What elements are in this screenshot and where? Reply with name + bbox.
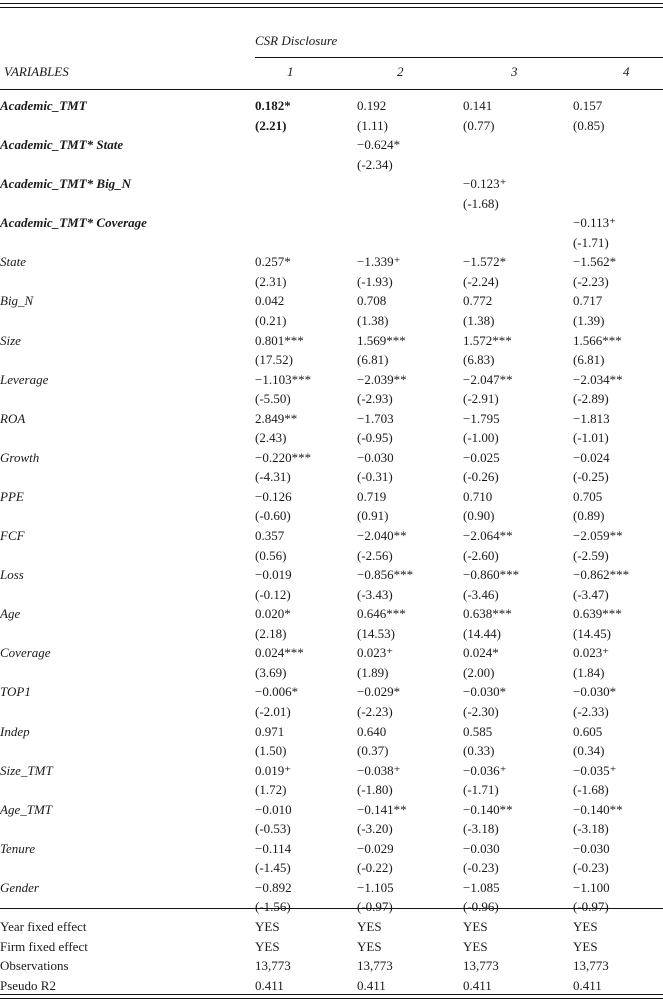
coefficient-cell: −0.856*** bbox=[357, 567, 414, 583]
tstat-spacer bbox=[0, 663, 255, 683]
coefficient-cell: −0.030* bbox=[573, 684, 617, 700]
table-row bbox=[0, 213, 663, 233]
coefficient-cell: 0.023⁺ bbox=[357, 645, 394, 661]
variable-name: Coverage bbox=[0, 645, 51, 661]
tstat-cell: (6.83) bbox=[463, 352, 495, 368]
table-row-tstat bbox=[0, 506, 663, 526]
table-row-tstat bbox=[0, 546, 663, 566]
column-header-1: 1 bbox=[287, 64, 294, 79]
coefficients-table bbox=[0, 96, 663, 995]
tstat-cell: (-2.59) bbox=[573, 547, 609, 563]
coefficient-cell: −0.126 bbox=[255, 488, 292, 504]
tstat-cell: (-2.56) bbox=[357, 547, 393, 563]
coefficient-cell: −0.036⁺ bbox=[463, 762, 507, 778]
coefficient-cell: −1.339⁺ bbox=[357, 254, 401, 270]
variable-name: Size_TMT bbox=[0, 762, 53, 778]
coefficient-cell: 0.705 bbox=[573, 488, 603, 504]
coefficient-cell: −0.030 bbox=[573, 840, 610, 856]
column-header-2: 2 bbox=[397, 64, 404, 79]
coefficient-cell: 0.023⁺ bbox=[573, 645, 610, 661]
tstat-cell: (-2.30) bbox=[463, 703, 499, 719]
table-row-tstat bbox=[0, 428, 663, 448]
bottom-rule-1 bbox=[0, 994, 663, 995]
table-row bbox=[0, 252, 663, 272]
tstat-cell bbox=[463, 233, 573, 253]
tstat-cell: (1.84) bbox=[573, 664, 605, 680]
tstat-spacer bbox=[0, 467, 255, 487]
column-header-row bbox=[0, 64, 663, 84]
table-row bbox=[0, 291, 663, 311]
footer-row bbox=[0, 956, 663, 976]
coefficient-cell: −0.030 bbox=[357, 449, 394, 465]
tstat-cell: (-2.24) bbox=[463, 273, 499, 289]
tstat-cell: (14.44) bbox=[463, 625, 501, 641]
table-row bbox=[0, 682, 663, 702]
tstat-cell: (-4.31) bbox=[255, 469, 291, 485]
tstat-cell: (2.18) bbox=[255, 625, 287, 641]
tstat-spacer bbox=[0, 780, 255, 800]
variables-label: VARIABLES bbox=[4, 64, 69, 79]
footer-value: 0.411 bbox=[573, 977, 602, 993]
footer-value: 0.411 bbox=[463, 977, 492, 993]
footer-value: YES bbox=[463, 938, 488, 954]
tstat-cell bbox=[573, 155, 663, 175]
tstat-cell: (-1.71) bbox=[573, 234, 609, 250]
column-header-4: 4 bbox=[623, 64, 630, 79]
tstat-cell: (-0.23) bbox=[573, 860, 609, 876]
tstat-cell: (-3.18) bbox=[573, 821, 609, 837]
tstat-spacer bbox=[0, 428, 255, 448]
coefficient-cell: 0.257* bbox=[255, 254, 291, 270]
tstat-cell: (6.81) bbox=[357, 352, 389, 368]
footer-value: YES bbox=[573, 938, 598, 954]
tstat-cell: (1.38) bbox=[357, 313, 389, 329]
tstat-cell: (3.69) bbox=[255, 664, 287, 680]
tstat-spacer bbox=[0, 350, 255, 370]
coefficient-cell: 0.640 bbox=[357, 723, 387, 739]
table-row bbox=[0, 565, 663, 585]
table-row bbox=[0, 722, 663, 742]
footer-value: 0.411 bbox=[255, 977, 284, 993]
tstat-cell: (-3.20) bbox=[357, 821, 393, 837]
coefficient-cell: −0.006* bbox=[255, 684, 299, 700]
tstat-cell: (0.85) bbox=[573, 117, 605, 133]
coefficient-cell: −0.220*** bbox=[255, 449, 312, 465]
tstat-cell: (0.21) bbox=[255, 313, 287, 329]
tstat-cell: (0.37) bbox=[357, 743, 389, 759]
tstat-cell: (-0.23) bbox=[463, 860, 499, 876]
footer-row bbox=[0, 917, 663, 937]
coefficient-cell: 0.638*** bbox=[463, 606, 512, 622]
coefficient-cell: 0.605 bbox=[573, 723, 603, 739]
tstat-cell: (-0.96) bbox=[463, 899, 499, 915]
tstat-cell: (-5.50) bbox=[255, 391, 291, 407]
footer-label: Year fixed effect bbox=[0, 918, 87, 934]
tstat-cell: (2.21) bbox=[255, 117, 287, 133]
table-row-tstat bbox=[0, 585, 663, 605]
tstat-spacer bbox=[0, 585, 255, 605]
table-row-tstat bbox=[0, 780, 663, 800]
coefficient-cell: 0.182* bbox=[255, 98, 291, 113]
coefficient-cell: 0.042 bbox=[255, 293, 285, 309]
footer-value: YES bbox=[357, 938, 382, 954]
tstat-cell: (-2.33) bbox=[573, 703, 609, 719]
coefficient-cell: −0.123⁺ bbox=[463, 176, 507, 192]
coefficient-cell bbox=[255, 213, 357, 233]
tstat-cell: (-0.12) bbox=[255, 586, 291, 602]
coefficient-cell: −0.038⁺ bbox=[357, 762, 401, 778]
coefficient-cell: −0.030* bbox=[463, 684, 507, 700]
variable-name: Academic_TMT* State bbox=[0, 137, 124, 153]
table-row bbox=[0, 174, 663, 194]
tstat-spacer bbox=[0, 116, 255, 136]
group-header-row bbox=[0, 33, 663, 53]
tstat-cell: (2.00) bbox=[463, 664, 495, 680]
tstat-spacer bbox=[0, 155, 255, 175]
coefficient-cell: −1.103*** bbox=[255, 371, 312, 387]
coefficient-cell: 0.719 bbox=[357, 488, 387, 504]
footer-rule bbox=[0, 908, 663, 909]
tstat-cell: (-1.01) bbox=[573, 430, 609, 446]
coefficient-cell: −1.795 bbox=[463, 410, 500, 426]
tstat-cell: (1.38) bbox=[463, 313, 495, 329]
tstat-cell: (-3.43) bbox=[357, 586, 393, 602]
tstat-cell: (1.39) bbox=[573, 313, 605, 329]
table-row bbox=[0, 526, 663, 546]
coefficient-cell: −2.034** bbox=[573, 371, 623, 387]
coefficient-cell: −0.140** bbox=[463, 801, 513, 817]
table-row-tstat bbox=[0, 663, 663, 683]
coefficient-cell: 0.772 bbox=[463, 293, 493, 309]
coefficient-cell: 0.357 bbox=[255, 528, 285, 544]
table-row bbox=[0, 370, 663, 390]
coefficient-cell bbox=[463, 213, 573, 233]
coefficients-body bbox=[0, 96, 663, 995]
table-row bbox=[0, 96, 663, 116]
tstat-cell: (-2.93) bbox=[357, 391, 393, 407]
table-row bbox=[0, 761, 663, 781]
tstat-cell: (-0.53) bbox=[255, 821, 291, 837]
tstat-cell: (-1.00) bbox=[463, 430, 499, 446]
top-rule-1 bbox=[0, 3, 663, 4]
coefficient-cell: −1.813 bbox=[573, 410, 610, 426]
coefficient-cell bbox=[573, 135, 663, 155]
coefficient-cell: −2.047** bbox=[463, 371, 513, 387]
tstat-cell: (6.81) bbox=[573, 352, 605, 368]
coefficient-cell: 2.849** bbox=[255, 410, 298, 426]
coefficient-cell: 0.717 bbox=[573, 293, 603, 309]
footer-value: 13,773 bbox=[573, 958, 609, 974]
group-underline bbox=[255, 57, 663, 58]
table-row-tstat bbox=[0, 858, 663, 878]
variable-name: TOP1 bbox=[0, 684, 31, 700]
tstat-cell: (0.77) bbox=[463, 117, 495, 133]
table-row-tstat bbox=[0, 233, 663, 253]
tstat-spacer bbox=[0, 546, 255, 566]
tstat-cell: (1.50) bbox=[255, 743, 287, 759]
tstat-spacer bbox=[0, 858, 255, 878]
tstat-cell: (14.45) bbox=[573, 625, 611, 641]
tstat-cell bbox=[255, 194, 357, 214]
coefficient-cell: −1.100 bbox=[573, 879, 610, 895]
tstat-cell: (-0.97) bbox=[357, 899, 393, 915]
tstat-cell: (2.31) bbox=[255, 273, 287, 289]
table-row-tstat bbox=[0, 155, 663, 175]
coefficient-cell: −0.892 bbox=[255, 879, 292, 895]
coefficient-cell bbox=[573, 174, 663, 194]
coefficient-cell: 1.569*** bbox=[357, 332, 406, 348]
tstat-cell: (-2.23) bbox=[573, 273, 609, 289]
coefficient-cell: −0.030 bbox=[463, 840, 500, 856]
table-row bbox=[0, 135, 663, 155]
table-row bbox=[0, 487, 663, 507]
coefficient-cell: 0.024*** bbox=[255, 645, 304, 661]
coefficient-cell: 0.585 bbox=[463, 723, 493, 739]
tstat-cell bbox=[255, 155, 357, 175]
column-header-3: 3 bbox=[511, 64, 518, 79]
tstat-cell bbox=[255, 233, 357, 253]
tstat-spacer bbox=[0, 194, 255, 214]
tstat-cell: (0.33) bbox=[463, 743, 495, 759]
coefficient-cell: −0.114 bbox=[255, 840, 292, 856]
table-row-tstat bbox=[0, 741, 663, 761]
table-row-tstat bbox=[0, 467, 663, 487]
tstat-spacer bbox=[0, 272, 255, 292]
coefficient-cell: 0.801*** bbox=[255, 332, 304, 348]
tstat-cell: (-2.34) bbox=[357, 156, 393, 172]
tstat-spacer bbox=[0, 819, 255, 839]
tstat-cell: (-2.91) bbox=[463, 391, 499, 407]
footer-value: 13,773 bbox=[255, 958, 291, 974]
tstat-cell: (-0.22) bbox=[357, 860, 393, 876]
variable-name: Academic_TMT bbox=[0, 98, 87, 113]
coefficient-cell: −1.085 bbox=[463, 879, 500, 895]
table-row-tstat bbox=[0, 350, 663, 370]
tstat-cell: (-3.46) bbox=[463, 586, 499, 602]
tstat-cell: (2.43) bbox=[255, 430, 287, 446]
coefficient-cell: −0.140** bbox=[573, 801, 623, 817]
coefficient-cell: −0.862*** bbox=[573, 567, 630, 583]
footer-row bbox=[0, 937, 663, 957]
tstat-cell: (-0.26) bbox=[463, 469, 499, 485]
table-row bbox=[0, 448, 663, 468]
footer-value: YES bbox=[573, 918, 598, 934]
coefficient-cell: 1.566*** bbox=[573, 332, 622, 348]
footer-value: YES bbox=[357, 918, 382, 934]
tstat-cell: (14.53) bbox=[357, 625, 395, 641]
tstat-cell: (-1.68) bbox=[463, 195, 499, 211]
variable-name: State bbox=[0, 254, 26, 270]
variable-name: FCF bbox=[0, 528, 25, 544]
table-row-tstat bbox=[0, 116, 663, 136]
tstat-spacer bbox=[0, 702, 255, 722]
coefficient-cell: −0.019 bbox=[255, 567, 292, 583]
coefficient-cell: 0.708 bbox=[357, 293, 387, 309]
coefficient-cell: −2.064** bbox=[463, 528, 513, 544]
footer-row bbox=[0, 976, 663, 996]
table-row-tstat bbox=[0, 194, 663, 214]
tstat-spacer bbox=[0, 389, 255, 409]
tstat-cell: (-1.80) bbox=[357, 782, 393, 798]
footer-label: Pseudo R2 bbox=[0, 977, 56, 993]
footer-label: Observations bbox=[0, 958, 69, 974]
table-row-tstat bbox=[0, 272, 663, 292]
coefficient-cell: −2.059** bbox=[573, 528, 623, 544]
footer-value: 0.411 bbox=[357, 977, 386, 993]
tstat-cell: (-1.68) bbox=[573, 782, 609, 798]
coefficient-cell: 0.024* bbox=[463, 645, 499, 661]
footer-label: Firm fixed effect bbox=[0, 938, 88, 954]
tstat-cell: (-2.89) bbox=[573, 391, 609, 407]
variable-name: Big_N bbox=[0, 293, 34, 309]
coefficient-cell: −1.572* bbox=[463, 254, 507, 270]
coefficient-cell: −0.029 bbox=[357, 840, 394, 856]
bottom-rule-2 bbox=[0, 998, 663, 999]
tstat-cell: (-2.01) bbox=[255, 703, 291, 719]
coefficient-cell: 0.646*** bbox=[357, 606, 406, 622]
coefficient-cell: 0.971 bbox=[255, 723, 285, 739]
coefficient-cell: 0.141 bbox=[463, 98, 493, 113]
table-row bbox=[0, 604, 663, 624]
tstat-cell: (-2.60) bbox=[463, 547, 499, 563]
variable-name: ROA bbox=[0, 410, 26, 426]
coefficient-cell: −1.562* bbox=[573, 254, 617, 270]
coefficient-cell: −0.010 bbox=[255, 801, 292, 817]
tstat-spacer bbox=[0, 311, 255, 331]
tstat-cell: (-1.93) bbox=[357, 273, 393, 289]
coefficient-cell: 0.192 bbox=[357, 98, 387, 113]
footer-value: 13,773 bbox=[463, 958, 499, 974]
coefficient-cell: −1.703 bbox=[357, 410, 394, 426]
tstat-cell: (17.52) bbox=[255, 352, 293, 368]
table-row bbox=[0, 800, 663, 820]
variable-name: Tenure bbox=[0, 840, 36, 856]
coefficient-cell: −0.035⁺ bbox=[573, 762, 617, 778]
tstat-spacer bbox=[0, 233, 255, 253]
tstat-cell: (0.91) bbox=[357, 508, 389, 524]
table-row bbox=[0, 643, 663, 663]
table-row-tstat bbox=[0, 624, 663, 644]
variable-name: Academic_TMT* Coverage bbox=[0, 215, 147, 231]
table-row bbox=[0, 839, 663, 859]
group-label: CSR Disclosure bbox=[255, 33, 338, 48]
tstat-cell bbox=[573, 194, 663, 214]
tstat-cell: (-0.25) bbox=[573, 469, 609, 485]
coefficient-cell: 0.020* bbox=[255, 606, 291, 622]
table-row bbox=[0, 409, 663, 429]
tstat-cell bbox=[357, 233, 463, 253]
tstat-cell: (-2.23) bbox=[357, 703, 393, 719]
variable-name: Indep bbox=[0, 723, 30, 739]
coefficient-cell: −0.025 bbox=[463, 449, 500, 465]
coefficient-cell bbox=[255, 135, 357, 155]
coefficient-cell: −1.105 bbox=[357, 879, 394, 895]
variable-name: PPE bbox=[0, 488, 24, 504]
variable-name: Gender bbox=[0, 879, 39, 895]
coefficient-cell: 0.710 bbox=[463, 488, 493, 504]
coefficient-cell: 0.019⁺ bbox=[255, 762, 292, 778]
tstat-cell: (-0.31) bbox=[357, 469, 393, 485]
footer-value: YES bbox=[463, 918, 488, 934]
tstat-cell: (-0.60) bbox=[255, 508, 291, 524]
coefficient-cell: 1.572*** bbox=[463, 332, 512, 348]
tstat-cell: (0.90) bbox=[463, 508, 495, 524]
tstat-spacer bbox=[0, 741, 255, 761]
table-row-tstat bbox=[0, 819, 663, 839]
header-rule bbox=[0, 89, 663, 90]
tstat-cell: (-1.45) bbox=[255, 860, 291, 876]
coefficient-cell: −0.029* bbox=[357, 684, 401, 700]
coefficient-cell bbox=[357, 174, 463, 194]
tstat-spacer bbox=[0, 506, 255, 526]
tstat-cell: (-3.18) bbox=[463, 821, 499, 837]
tstat-cell: (1.11) bbox=[357, 117, 388, 133]
table-row-tstat bbox=[0, 702, 663, 722]
variable-name: Leverage bbox=[0, 371, 49, 387]
coefficient-cell bbox=[357, 213, 463, 233]
tstat-cell: (-1.56) bbox=[255, 899, 291, 915]
tstat-cell: (-0.97) bbox=[573, 899, 609, 915]
tstat-cell: (0.34) bbox=[573, 743, 605, 759]
coefficient-cell bbox=[255, 174, 357, 194]
coefficient-cell: −2.039** bbox=[357, 371, 407, 387]
tstat-cell: (1.72) bbox=[255, 782, 287, 798]
footer-value: YES bbox=[255, 918, 280, 934]
table-row-tstat bbox=[0, 311, 663, 331]
footer-value: 13,773 bbox=[357, 958, 393, 974]
tstat-cell bbox=[357, 194, 463, 214]
tstat-cell: (0.89) bbox=[573, 508, 605, 524]
variable-name: Age_TMT bbox=[0, 801, 52, 817]
tstat-cell bbox=[463, 155, 573, 175]
variable-name: Age bbox=[0, 606, 21, 622]
coefficient-cell bbox=[463, 135, 573, 155]
coefficient-cell: −0.024 bbox=[573, 449, 610, 465]
coefficient-cell: 0.639*** bbox=[573, 606, 622, 622]
tstat-cell: (-0.95) bbox=[357, 430, 393, 446]
tstat-spacer bbox=[0, 624, 255, 644]
tstat-cell: (1.89) bbox=[357, 664, 389, 680]
variable-name: Loss bbox=[0, 567, 24, 583]
table-row-tstat bbox=[0, 389, 663, 409]
variable-name: Academic_TMT* Big_N bbox=[0, 176, 132, 192]
coefficient-cell: −2.040** bbox=[357, 528, 407, 544]
tstat-cell: (-3.47) bbox=[573, 586, 609, 602]
tstat-cell: (0.56) bbox=[255, 547, 287, 563]
tstat-cell: (-1.71) bbox=[463, 782, 499, 798]
table-row bbox=[0, 331, 663, 351]
coefficient-cell: 0.157 bbox=[573, 98, 603, 113]
variable-name: Size bbox=[0, 332, 21, 348]
table-row bbox=[0, 878, 663, 898]
coefficient-cell: −0.141** bbox=[357, 801, 407, 817]
coefficient-cell: −0.624* bbox=[357, 137, 401, 153]
top-rule-2 bbox=[0, 7, 663, 8]
variable-name: Growth bbox=[0, 449, 40, 465]
coefficient-cell: −0.860*** bbox=[463, 567, 520, 583]
coefficient-cell: −0.113⁺ bbox=[573, 215, 616, 231]
footer-value: YES bbox=[255, 938, 280, 954]
